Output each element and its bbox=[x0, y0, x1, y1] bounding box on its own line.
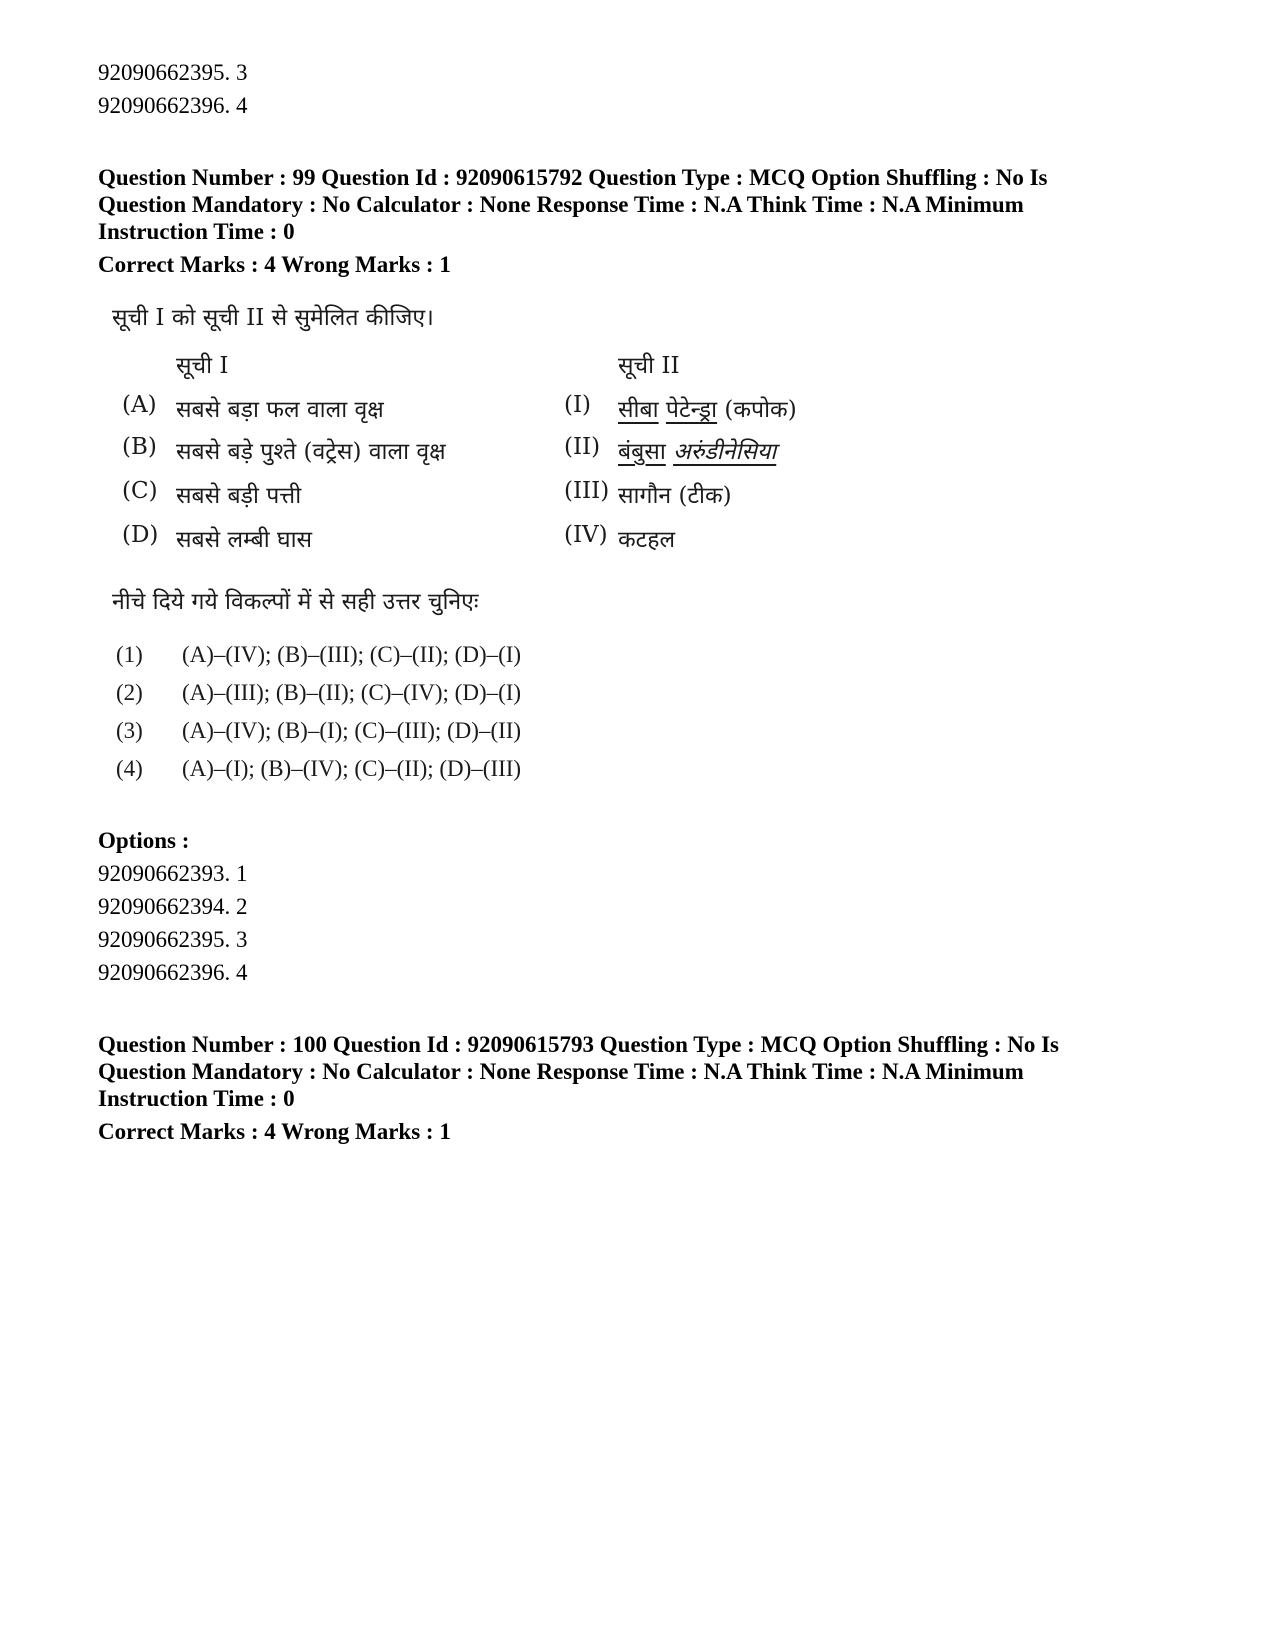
answer-text: (A)–(III); (B)–(II); (C)–(IV); (D)–(I) bbox=[182, 680, 522, 705]
list2-heading: सूची II bbox=[618, 353, 680, 379]
marks-line: Correct Marks : 4 Wrong Marks : 1 bbox=[98, 1119, 451, 1144]
list2-item bbox=[618, 392, 797, 424]
list1-label: (C) bbox=[122, 478, 158, 504]
list2-word: अरुंडीनेसिया bbox=[673, 439, 777, 465]
answer-number: (2) bbox=[116, 680, 143, 705]
option-line: 92090662396. 4 bbox=[98, 960, 248, 985]
answer-text: (A)–(IV); (B)–(I); (C)–(III); (D)–(II) bbox=[182, 718, 522, 743]
question-meta bbox=[98, 1031, 1198, 1145]
document-page bbox=[98, 56, 1198, 1145]
meta-line: Instruction Time : 0 bbox=[98, 1086, 295, 1111]
list1-label: (A) bbox=[122, 392, 157, 418]
answer-number: (3) bbox=[116, 718, 143, 743]
list2-label: (IV) bbox=[564, 522, 608, 548]
list1-label: (B) bbox=[122, 434, 157, 460]
option-line: 92090662396. 4 bbox=[98, 93, 248, 118]
answer-text: (A)–(IV); (B)–(III); (C)–(II); (D)–(I) bbox=[182, 642, 522, 667]
question-100 bbox=[98, 1031, 1198, 1145]
list1-item: सबसे बड़ी पत्ती bbox=[176, 483, 302, 509]
list2-label: (I) bbox=[564, 392, 592, 418]
meta-line: Question Mandatory : No Calculator : None Response Time : N.A Think Time : N.A Minimum bbox=[98, 192, 1024, 217]
list1-item: सबसे बड़ा फल वाला वृक्ष bbox=[176, 397, 384, 423]
list2-label: (III) bbox=[564, 478, 610, 504]
list2-item: सागौन (टीक) bbox=[618, 483, 732, 509]
list2-item bbox=[618, 434, 776, 466]
list2-word: पेटेन्ड्रा bbox=[665, 397, 718, 423]
question-image bbox=[98, 300, 858, 820]
list2-word: सीबा bbox=[618, 397, 659, 423]
previous-options bbox=[98, 56, 1198, 122]
match-instruction: सूची I को सूची II से सुमेलित कीजिए। bbox=[112, 305, 434, 331]
question-99 bbox=[98, 164, 1198, 989]
list2-item: कटहल bbox=[618, 527, 676, 553]
answer-text: (A)–(I); (B)–(IV); (C)–(II); (D)–(III) bbox=[182, 756, 522, 781]
list1-item: सबसे लम्बी घास bbox=[176, 527, 313, 553]
option-line: 92090662393. 1 bbox=[98, 861, 248, 886]
question-meta bbox=[98, 164, 1198, 278]
list2-word: (कपोक) bbox=[724, 397, 797, 423]
meta-line: Question Mandatory : No Calculator : None Response Time : N.A Think Time : N.A Minimum bbox=[98, 1059, 1024, 1084]
option-line: 92090662394. 2 bbox=[98, 894, 248, 919]
option-line: 92090662395. 3 bbox=[98, 60, 248, 85]
list1-heading: सूची I bbox=[176, 353, 229, 379]
meta-line: Question Number : 99 Question Id : 92090615792 Question Type : MCQ Option Shuffling : No Is bbox=[98, 165, 1048, 190]
option-line: 92090662395. 3 bbox=[98, 927, 248, 952]
options-label: Options : bbox=[98, 828, 190, 853]
list1-label: (D) bbox=[122, 522, 159, 548]
options-list bbox=[98, 857, 1198, 989]
list2-word: बंबुसा bbox=[618, 439, 666, 465]
list1-item: सबसे बड़े पुश्ते (वट्रेस) वाला वृक्ष bbox=[176, 439, 446, 465]
answer-number: (1) bbox=[116, 642, 143, 667]
meta-line: Instruction Time : 0 bbox=[98, 219, 295, 244]
answer-number: (4) bbox=[116, 756, 143, 781]
choose-instruction: नीचे दिये गये विकल्पों में से सही उत्तर चुनिएः bbox=[112, 589, 479, 615]
list2-label: (II) bbox=[564, 434, 601, 460]
meta-line: Question Number : 100 Question Id : 92090615793 Question Type : MCQ Option Shuffling : No Is bbox=[98, 1032, 1060, 1057]
marks-line: Correct Marks : 4 Wrong Marks : 1 bbox=[98, 252, 451, 277]
